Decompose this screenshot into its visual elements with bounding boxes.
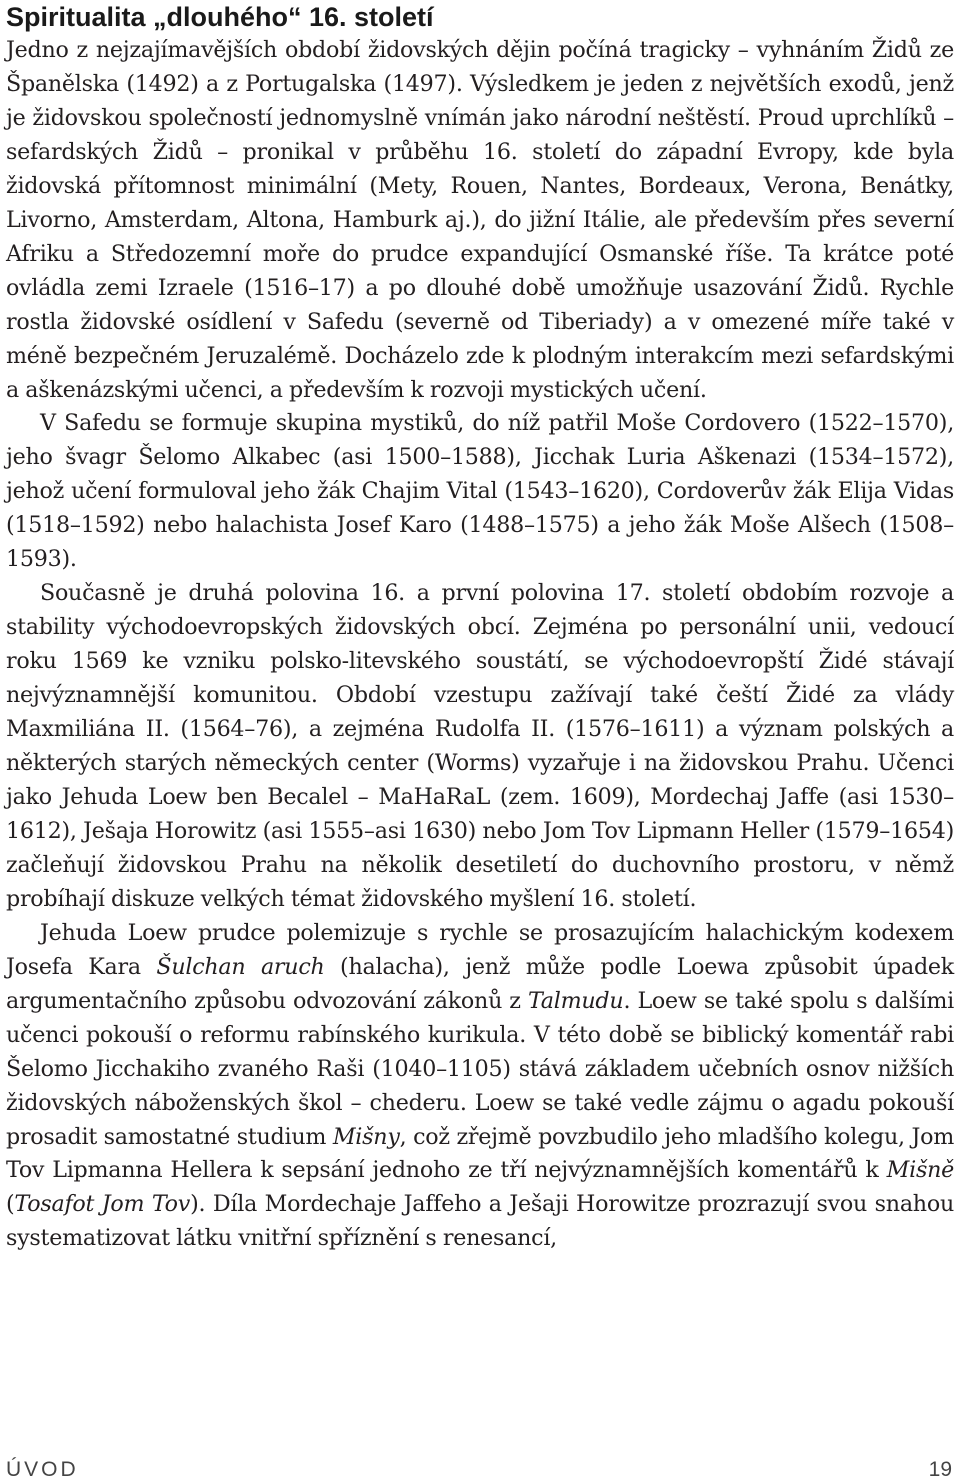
- text-run: , což zřejmě povzbudilo jeho mladšího kolegu, Jom Tov Lipmanna Hellera k sepsání jednoho ze tří nejvýznamnějších komentářů k: [6, 1123, 954, 1184]
- text-run: (: [6, 1191, 15, 1218]
- page-body: [6, 0, 954, 1256]
- body-text: [6, 34, 954, 1256]
- italic-title: Talmudu: [527, 987, 624, 1014]
- text-run: V Safedu se formuje skupina mystiků, do níž patřil Moše Cordovero (1522–1570), jeho švagr Šelomo Alkabec (asi 1500–1588), Jicchak Luria Aškenazi (1534–1572), jehož učení formuloval jeho žák Chajim Vital (1543–1620), Cordoverův žák Elija Vidas (1518–1592) nebo halachista Josef Karo (1488–1575) a jeho žák Moše Alšech (1508–1593).: [6, 410, 954, 573]
- paragraph: [6, 34, 954, 407]
- italic-title: Mišně: [886, 1157, 954, 1184]
- text-run: Jehuda Loew prudce polemizuje s rychle se prosazujícím halachickým kodexem Josefa Kara: [6, 919, 954, 980]
- italic-title: Tosafot Jom Tov: [14, 1191, 191, 1218]
- paragraph: [6, 577, 954, 917]
- page-footer: [6, 1458, 952, 1484]
- text-run: (halacha), jenž může podle Loewa způsobit úpadek argumentačního způsobu odvozování zákonů z: [6, 953, 954, 1014]
- page-number: 19: [928, 1458, 952, 1481]
- text-run: Jedno z nejzajímavějších období židovských dějin počíná tragicky – vyhnáním Židů ze Španělska (1492) a z Portugalska (1497). Výsledkem je jeden z největších exodů, jenž je židovskou společností jednomyslně vnímán jako národní neštěstí. Proud uprchlíků – sefardských Židů – pronikal v průběhu 16. století do západní Evropy, kde byla židovská přítomnost minimální (Mety, Rouen, Nantes, Bordeaux, Verona, Benátky, Livorno, Amsterdam, Altona, Hamburk aj.), do jižní Itálie, ale především přes severní Afriku a Středozemní moře do prudce expandující Osmanské říše. Ta krátce poté ovládla zemi Izraele (1516–17) a po dlouhé době umožňuje usazování Židů. Rychle rostla židovské osídlení v Safedu (severně od Tiberiady) a v omezené míře také v méně bezpečném Jeruzalémě. Docházelo zde k plodným interakcím mezi sefardskými a aškenázskými učenci, a především k rozvoji mystických učení.: [6, 37, 954, 403]
- paragraph: [6, 917, 954, 1257]
- italic-title: Šulchan aruch: [156, 953, 325, 980]
- section-heading: Spiritualita „dlouhého“ 16. století: [6, 2, 434, 32]
- paragraph: [6, 407, 954, 577]
- text-run: Současně je druhá polovina 16. a první polovina 17. století obdobím rozvoje a stability východoevropských židovských obcí. Zejména po personální unii, vedoucí roku 1569 ke vzniku polsko-litevského soustátí, se východoevropští Židé stávají nejvýznamnější komunitou. Období vzestupu zažívají také čeští Židé za vlády Maxmiliána II. (1564–76), a zejména Rudolfa II. (1576–1611) a význam polských a některých starých německých center (Worms) vyzařuje i na židovskou Prahu. Učenci jako Jehuda Loew ben Becalel – MaHaRaL (zem. 1609), Mordechaj Jaffe (asi 1530–1612), Ješaja Horowitz (asi 1555–asi 1630) nebo Jom Tov Lipmann Heller (1579–1654) začleňují židovskou Prahu na několik desetiletí do duchovního prostoru, v němž probíhají diskuze velkých témat židovského myšlení 16. století.: [6, 580, 954, 912]
- text-run: ). Díla Mordechaje Jaffeho a Ješaji Horowitze prozrazují svou snahou systematizovat látku vnitřní spříznění s renesancí,: [6, 1191, 954, 1252]
- italic-title: Mišny: [332, 1123, 400, 1150]
- text-run: . Loew se také spolu s dalšími učenci pokouší o reformu rabínského kurikula. V této době se biblický komentář rabi Šelomo Jicchakiho zvaného Raši (1040–1105) stává základem učebních osnov nižších židovských náboženských škol – chederu. Loew se také vedle zájmu o agadu pokouší prosadit samostatné studium: [6, 987, 954, 1150]
- running-footer-section: ÚVOD: [6, 1458, 79, 1481]
